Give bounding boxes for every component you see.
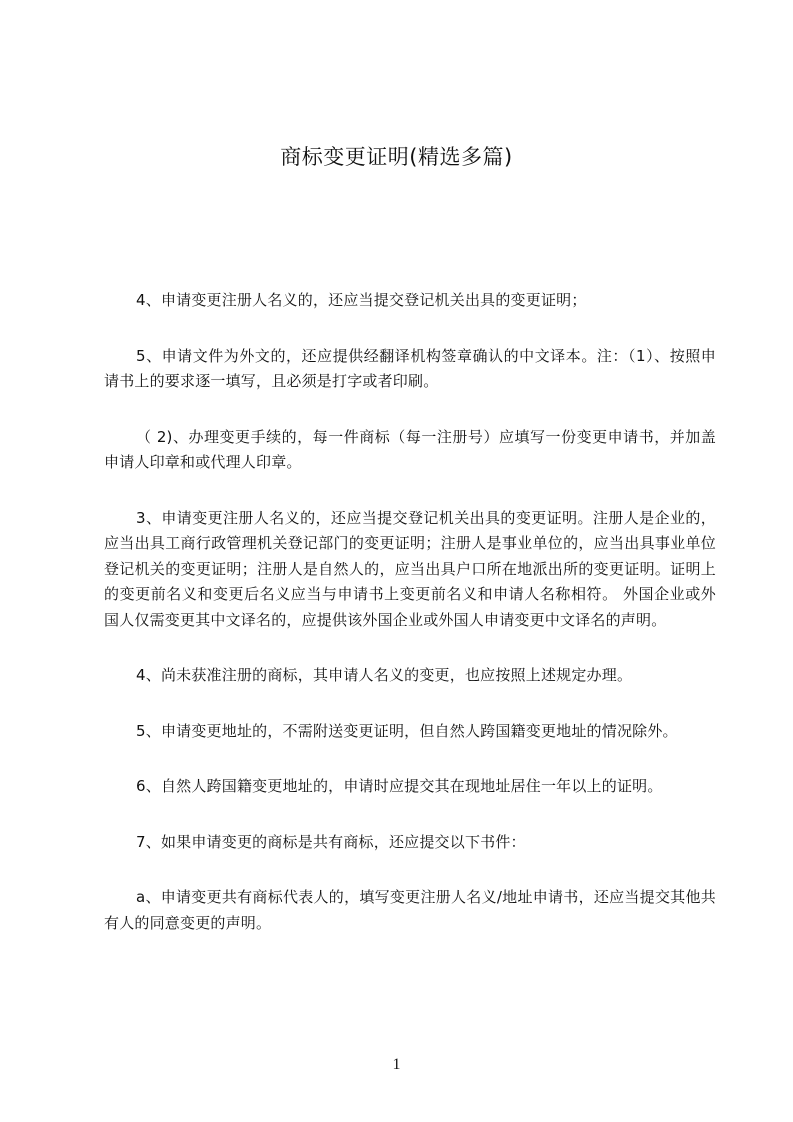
page-number: 1 <box>392 1056 401 1073</box>
paragraph: a、申请变更共有商标代表人的，填写变更注册人名义/地址申请书，还应当提交其他共有人的同意变更的声明。 <box>104 888 716 932</box>
paragraph: 4、尚未获准注册的商标，其申请人名义的变更，也应按照上述规定办理。 <box>136 666 633 684</box>
page-title: 商标变更证明(精选多篇) <box>280 145 513 169</box>
paragraph: 3、申请变更注册人名义的，还应当提交登记机关出具的变更证明。注册人是企业的，应当出具工商行政管理机关登记部门的变更证明；注册人是事业单位的，应当出具事业单位登记机关的变更证明；注册人是自然人的，应当出具户口所在地派出所的变更证明。证明上的变更前名义和变更后名义应当与申请书上变更前名义和申请人名称相符。 外国企业或外国人仅需变更其中文译名的，应提供该外国企业或外国人申请变更中文译名的声明。 <box>104 508 716 629</box>
paragraph: 5、申请变更地址的，不需附送变更证明，但自然人跨国籍变更地址的情况除外。 <box>136 721 678 740</box>
paragraph: （ 2)、办理变更手续的，每一件商标（每一注册号）应填写一份变更申请书，并加盖申请人印章和或代理人印章。 <box>104 427 716 471</box>
document-body <box>104 288 716 966</box>
paragraph: 4、申请变更注册人名义的，还应当提交登记机关出具的变更证明； <box>136 291 587 309</box>
paragraph: 7、如果申请变更的商标是共有商标，还应提交以下书件： <box>136 832 526 851</box>
paragraph: 6、自然人跨国籍变更地址的，申请时应提交其在现地址居住一年以上的证明。 <box>136 777 663 795</box>
paragraph: 5、申请文件为外文的，还应提供经翻译机构签章确认的中文译本。注：（1）、按照申请书上的要求逐一填写，且必须是打字或者印刷。 <box>104 346 716 390</box>
